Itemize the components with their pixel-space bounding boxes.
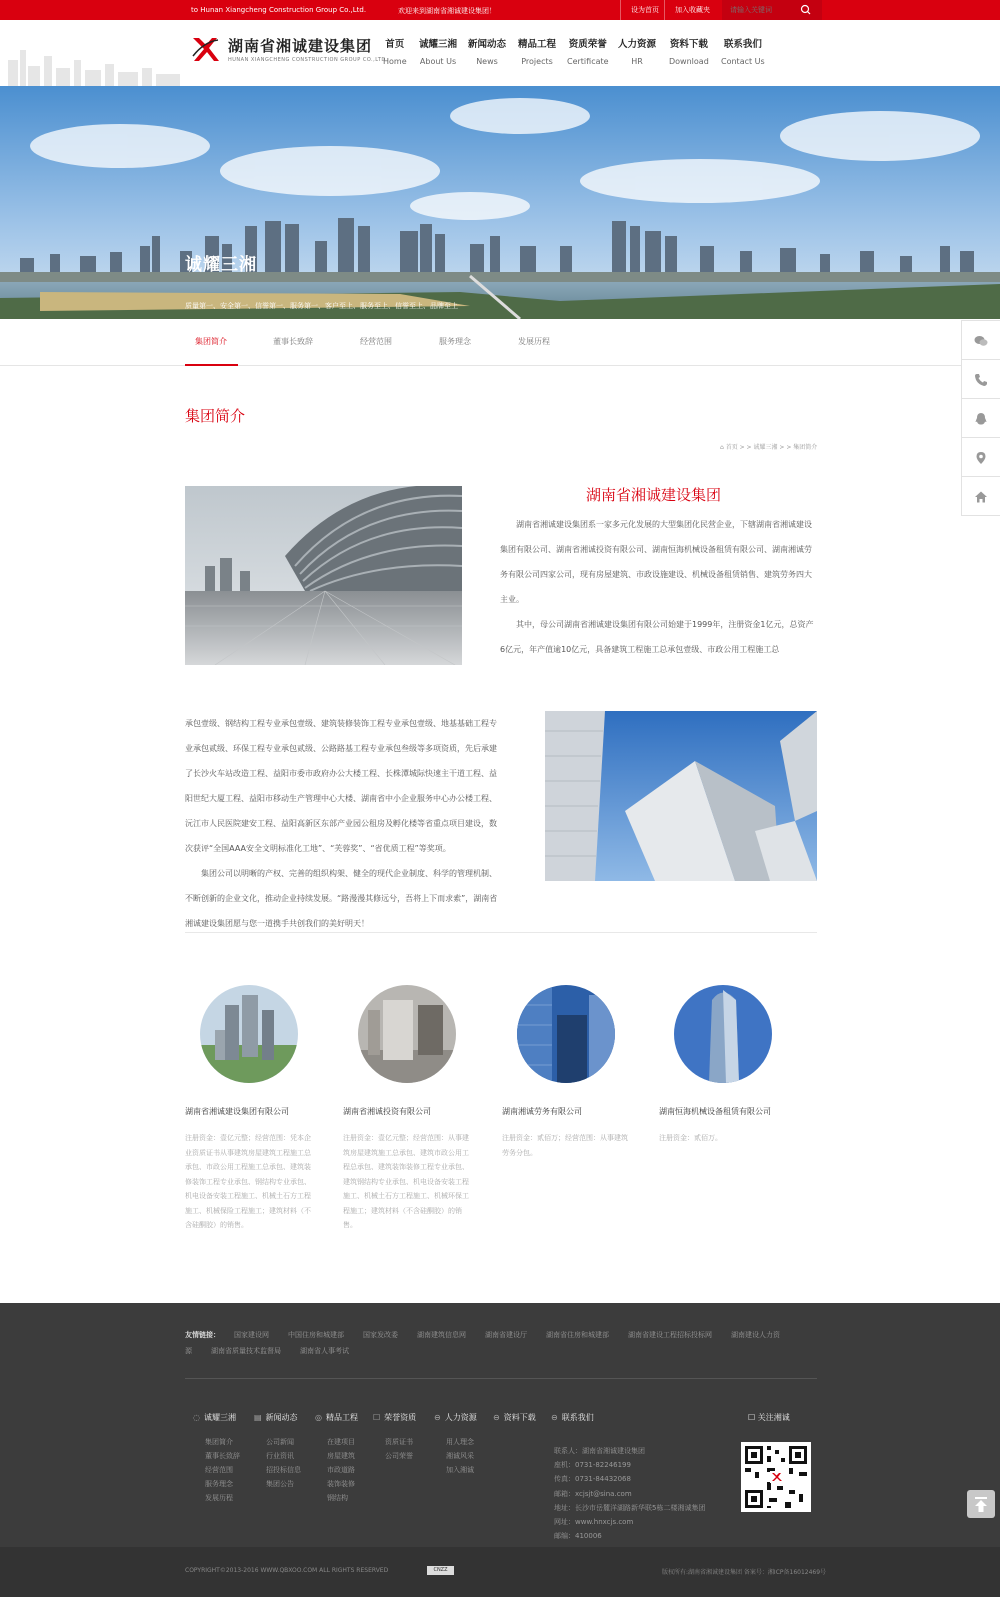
nav-certificate-cn: 资质荣誉 <box>568 39 607 50</box>
footer-column-news <box>254 1412 301 1491</box>
company-card[interactable] <box>502 985 657 1160</box>
architecture-image <box>185 486 462 665</box>
footer-link[interactable]: 加入湘诚 <box>446 1466 474 1474</box>
company-1-image <box>200 985 298 1083</box>
section-divider <box>185 932 817 933</box>
footer-link[interactable]: 湘诚风采 <box>446 1452 474 1460</box>
subnav-history[interactable]: 发展历程 <box>518 337 550 346</box>
nav-about-en: About Us <box>419 57 457 66</box>
nav-news-cn: 新闻动态 <box>468 39 507 50</box>
company-2-image <box>358 985 456 1083</box>
add-favorite-link[interactable]: 加入收藏夹 <box>664 0 720 20</box>
english-company-name: to Hunan Xiangcheng Construction Group Co.,Ltd. <box>191 6 367 14</box>
subnav-business-scope[interactable]: 经营范围 <box>360 337 392 346</box>
company-3-image <box>517 985 615 1083</box>
footer-column-title[interactable] <box>434 1412 477 1423</box>
breadcrumb-text[interactable]: 首页 > > 诚耀三湘 > > 集团简介 <box>725 444 818 451</box>
home-icon <box>974 490 988 504</box>
welcome-text: 欢迎来到湖南省湘诚建设集团！ <box>398 7 496 15</box>
company-4-image <box>674 985 772 1083</box>
company-2-description: 注册资金：壹亿元整；经营范围：从事建筑房屋建筑施工总承包、建筑市政公用工程总承包、建筑装饰装修工程专业承包、建筑钢结构专业承包、机电设备安装工程施工、机械土石方工程施工、机械环保工程施工；建筑材料（不含硅酮胶）的销售。 <box>343 1134 469 1229</box>
intro-paragraph-1: 湖南省湘诚建设集团系一家多元化发展的大型集团化民营企业，下辖湖南省湘诚建设集团有限公司、湖南省湘诚投资有限公司、湖南恒海机械设备租赁有限公司、湖南湘诚劳务有限公司四家公司，现有房屋建筑、市政设施建设、机械设备租赁销售、建筑劳务四大主业。 <box>500 520 812 604</box>
qr-code <box>741 1442 811 1512</box>
footer-column-title[interactable] <box>193 1412 240 1423</box>
projects-icon: ◎ <box>315 1413 322 1422</box>
friend-link[interactable]: 中国住房和城建部 <box>288 1331 344 1339</box>
home-button[interactable] <box>961 476 1000 516</box>
download-icon: ⊖ <box>493 1413 500 1422</box>
footer-column-title-text: 新闻动态 <box>265 1413 298 1422</box>
stats-badge[interactable]: CNZZ <box>427 1566 454 1575</box>
logo-subtitle: HUNAN XIANGCHENG CONSTRUCTION GROUP CO.,LTD <box>228 57 386 63</box>
company-3-name[interactable]: 湖南湘诚劳务有限公司 <box>502 1107 582 1116</box>
news-icon: ▤ <box>254 1413 262 1422</box>
nav-projects[interactable] <box>518 36 556 66</box>
footer-column-about <box>193 1412 240 1505</box>
footer-column-title-text: 荣誉资质 <box>384 1413 417 1422</box>
nav-news[interactable] <box>468 36 506 66</box>
footer-link[interactable]: 用人理念 <box>446 1438 474 1446</box>
friend-links <box>185 1327 805 1359</box>
footer-link[interactable]: 发展历程 <box>205 1494 233 1502</box>
company-1-name[interactable]: 湖南省湘诚建设集团有限公司 <box>185 1107 289 1116</box>
qq-icon <box>974 412 988 426</box>
footer-link[interactable]: 招投标信息 <box>266 1466 301 1474</box>
follow-title <box>748 1412 790 1423</box>
friend-link[interactable]: 国家建设网 <box>234 1331 269 1339</box>
intro-paragraph-2: 其中，母公司湖南省湘诚建设集团有限公司始建于1999年，注册资金1亿元，总资产6亿元，年产值逾10亿元，具备建筑工程施工总承包壹级、市政公用工程施工总 <box>500 620 814 654</box>
nav-about[interactable] <box>419 36 457 66</box>
footer-link[interactable]: 装饰装修 <box>327 1480 355 1488</box>
footer-link[interactable]: 集团公告 <box>266 1480 294 1488</box>
footer-column-title-text: 人力资源 <box>444 1413 477 1422</box>
footer-column-title[interactable] <box>373 1412 416 1423</box>
friend-links-label: 友情链接： <box>185 1331 220 1339</box>
company-card[interactable] <box>185 985 340 1233</box>
friend-link[interactable]: 湖南省建设厅 <box>485 1331 527 1339</box>
footer-link[interactable]: 在建项目 <box>327 1438 355 1446</box>
footer-column-title[interactable] <box>493 1412 536 1423</box>
follow-text: 关注湘诚 <box>757 1413 790 1422</box>
nav-hr[interactable] <box>618 36 656 66</box>
banner-subtitle: 质量第一、安全第一、信誉第一、服务第一、客户至上、服务至上、信誉至上、品牌至上 <box>185 302 458 310</box>
footer-link[interactable]: 董事长致辞 <box>205 1452 240 1460</box>
footer-link[interactable]: 公司荣誉 <box>385 1452 413 1460</box>
skyscraper-image <box>545 711 817 881</box>
floating-sidebar <box>961 320 1000 515</box>
subnav-chairman-speech[interactable]: 董事长致辞 <box>273 337 313 346</box>
footer-link[interactable]: 市政道路 <box>327 1466 355 1474</box>
qr-code-icon <box>741 1442 811 1512</box>
nav-hr-cn: 人力资源 <box>618 39 657 50</box>
friend-link[interactable]: 湖南省建设工程招标投标网 <box>628 1331 712 1339</box>
breadcrumb <box>720 442 817 451</box>
phone-icon <box>974 373 988 387</box>
banner-title: 诚耀三湘 <box>185 255 257 275</box>
phone-button[interactable] <box>961 359 1000 399</box>
search-button[interactable] <box>792 0 820 20</box>
company-card[interactable] <box>343 985 498 1233</box>
nav-contact[interactable] <box>721 36 765 66</box>
sub-navigation <box>0 319 1000 366</box>
nav-projects-en: Projects <box>521 57 553 66</box>
friend-link[interactable]: 湖南建设人力资源 <box>185 1331 780 1355</box>
logo-icon <box>190 34 220 64</box>
friend-link[interactable]: 湖南建筑信息网 <box>417 1331 466 1339</box>
subnav-group-intro[interactable]: 集团简介 <box>195 337 227 346</box>
footer-link[interactable]: 房屋建筑 <box>327 1452 355 1460</box>
contact-person: 联系人：湖南省湘诚建设集团 <box>554 1447 645 1455</box>
footer-column-title[interactable] <box>551 1412 594 1423</box>
footer-column-download <box>493 1412 536 1435</box>
nav-certificate[interactable] <box>567 36 609 66</box>
set-homepage-link[interactable]: 设为首页 <box>620 0 669 20</box>
location-icon <box>974 451 988 465</box>
intro-paragraph-3: 承包壹级、钢结构工程专业承包壹级、建筑装修装饰工程专业承包壹级、地基基础工程专业承包贰级、环保工程专业承包贰级、公路路基工程专业承包叁级等多项资质，先后承建了长沙火车站改造工程、益阳市委市政府办公大楼工程、长株潭城际快速主干道工程、益阳世纪大厦工程、益阳市移动生产管理中心大楼、湖南省中小企业服务中心办公楼工程、沅江市人民医院建安工程、益阳高新区东部产业园公租房及孵化楼等省重点项目建设，数次获评“全国AAA安全文明标准化工地”、“芙蓉奖”、“省优质工程”等奖项。 <box>185 719 497 853</box>
contact-info <box>554 1444 705 1543</box>
footer-link[interactable]: 经营范围 <box>205 1466 233 1474</box>
footer-link[interactable]: 行业资讯 <box>266 1452 294 1460</box>
nav-contact-cn: 联系我们 <box>723 39 762 50</box>
footer-column-title[interactable] <box>315 1412 358 1423</box>
nav-download-en: Download <box>669 57 709 66</box>
nav-contact-en: Contact Us <box>721 57 765 66</box>
footer-column-projects <box>315 1412 358 1505</box>
section-title: 集团简介 <box>185 407 246 425</box>
company-4-description: 注册资金：贰佰万。 <box>659 1134 722 1142</box>
icp-record[interactable]: 版权所有:湖南省湘诚建设集团 备案号：湘ICP备16012469号 <box>662 1569 827 1576</box>
company-card[interactable] <box>659 985 814 1146</box>
follow-icon: ☐ <box>748 1413 758 1422</box>
bottom-bar <box>0 1547 1000 1597</box>
footer-link[interactable]: 集团简介 <box>205 1438 233 1446</box>
intro-text-right <box>500 512 817 662</box>
footer-link[interactable]: 公司新闻 <box>266 1438 294 1446</box>
company-4-name[interactable]: 湖南恒海机械设备租赁有限公司 <box>659 1107 771 1116</box>
nav-projects-cn: 精品工程 <box>518 39 557 50</box>
nav-hr-en: HR <box>631 57 643 66</box>
about-icon: ◌ <box>193 1413 200 1422</box>
footer-column-hr <box>434 1412 477 1477</box>
footer-divider <box>185 1378 817 1379</box>
arrow-up-icon <box>967 1490 995 1518</box>
contact-phone: 座机：0731-82246199 <box>554 1461 631 1470</box>
skyline-decoration <box>0 20 190 86</box>
footer-column-title-text: 资料下载 <box>503 1413 536 1422</box>
wechat-icon <box>974 334 988 348</box>
nav-download-cn: 资料下载 <box>669 39 708 50</box>
search-icon <box>792 0 820 20</box>
logo-title[interactable]: 湖南省湘诚建设集团 <box>228 37 373 55</box>
nav-certificate-en: Certificate <box>567 57 609 66</box>
footer-link[interactable]: 钢结构 <box>327 1494 348 1502</box>
footer-column-title-text: 诚耀三湘 <box>203 1413 236 1422</box>
copyright: COPYRIGHT©2013-2016 WWW.QBXOO.COM ALL RIGHTS RESERVED <box>185 1567 389 1574</box>
nav-download[interactable] <box>669 36 709 66</box>
contact-address: 地址：长沙市岳麓洋湖路新华联5栋二楼湘诚集团 <box>554 1503 706 1512</box>
footer-column-contact <box>551 1412 594 1435</box>
company-3-description: 注册资金：贰佰万；经营范围：从事建筑劳务分包。 <box>502 1134 628 1157</box>
intro-paragraph-4: 集团公司以明晰的产权、完善的组织构架、健全的现代企业制度、科学的管理机制、不断创新的企业文化，推动企业持续发展。“路漫漫其修远兮，吾将上下而求索”，湖南省湘诚建设集团愿与您一道携手共创我们的美好明天！ <box>185 869 498 928</box>
honors-icon: ☐ <box>373 1413 381 1422</box>
nav-home-en: Home <box>383 57 407 66</box>
nav-news-en: News <box>476 57 498 66</box>
contact-zip: 邮编：410006 <box>554 1532 602 1541</box>
intro-heading: 湖南省湘诚建设集团 <box>586 486 722 504</box>
footer-column-honors <box>373 1412 416 1463</box>
banner-cityscape-image <box>0 86 1000 319</box>
intro-text-left <box>185 711 503 936</box>
qq-button[interactable] <box>961 398 1000 438</box>
subnav-service-concept[interactable]: 服务理念 <box>439 337 471 346</box>
back-to-top-button[interactable] <box>967 1490 995 1518</box>
top-bar <box>0 0 1000 20</box>
footer-link[interactable]: 服务理念 <box>205 1480 233 1488</box>
friend-link[interactable]: 湖南省住房和城建部 <box>546 1331 609 1339</box>
location-button[interactable] <box>961 437 1000 477</box>
hr-icon: ⊖ <box>434 1413 441 1422</box>
footer-link[interactable]: 资质证书 <box>385 1438 413 1446</box>
footer-column-title-text: 精品工程 <box>325 1413 358 1422</box>
contact-fax: 传真：0731-84432068 <box>554 1475 631 1484</box>
wechat-button[interactable] <box>961 320 1000 360</box>
company-2-name[interactable]: 湖南省湘诚投资有限公司 <box>343 1107 431 1116</box>
friend-link[interactable]: 国家发改委 <box>363 1331 398 1339</box>
nav-about-cn: 诚耀三湘 <box>419 39 458 50</box>
contact-email[interactable]: 邮箱：xcjsjt@sina.com <box>554 1489 632 1498</box>
subnav-active-indicator <box>185 364 238 366</box>
company-1-description: 注册资金：壹亿元整；经营范围：凭本企业资质证书从事建筑房屋建筑工程施工总承包、市政公用工程施工总承包、建筑装修装饰工程专业承包、钢结构专业承包、机电设备安装工程施工、机械土石方工程施工、机械保险工程施工；建筑材料（不含硅酮胶）的销售。 <box>185 1134 311 1229</box>
contact-icon: ⊖ <box>551 1413 558 1422</box>
footer-column-title[interactable] <box>254 1412 301 1423</box>
breadcrumb-home-icon[interactable]: ⌂ <box>720 444 726 451</box>
contact-website[interactable]: 网址：www.hnxcjs.com <box>554 1518 634 1527</box>
nav-home[interactable] <box>383 36 407 66</box>
friend-link[interactable]: 湖南省质量技术监督局 <box>211 1347 281 1355</box>
footer-column-title-text: 联系我们 <box>561 1413 594 1422</box>
friend-link[interactable]: 湖南省人事考试 <box>300 1347 349 1355</box>
nav-home-cn: 首页 <box>385 39 405 50</box>
banner <box>0 86 1000 319</box>
